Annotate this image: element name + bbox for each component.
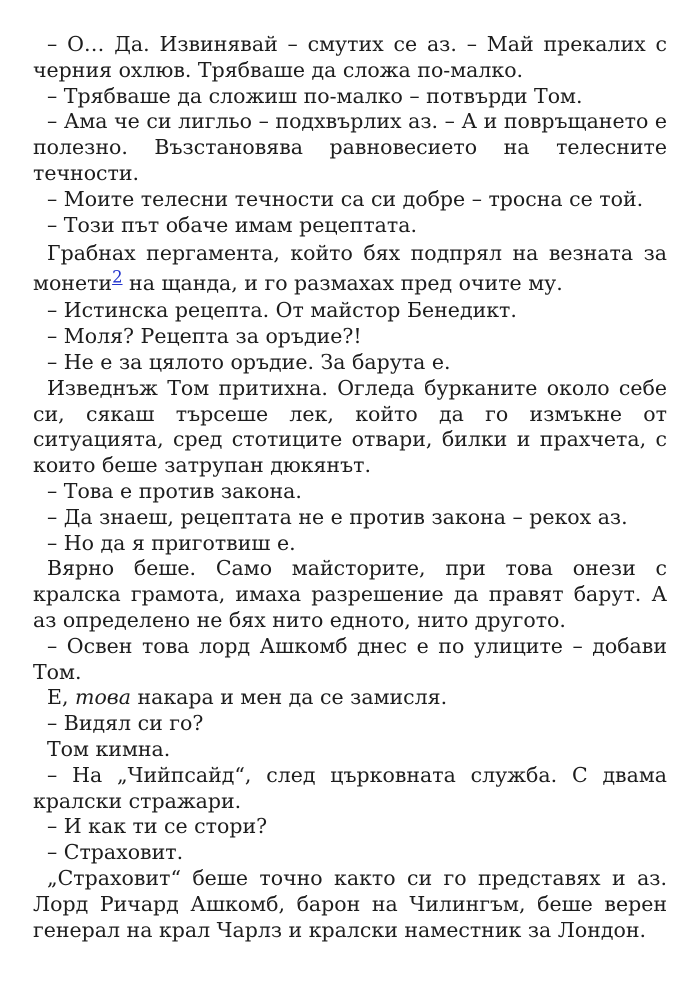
paragraph: Вярно беше. Само майсторите, при това онези с кралска грамота, имаха разрешение да правят барут. А аз определено не бях нито едното, нито другото. bbox=[33, 556, 667, 632]
paragraph: „Страховит“ беше точно както си го представях и аз. Лорд Ричард Ашкомб, барон на Чилингъм, беше верен генерал на крал Чарлз и кралски наместник за Лондон. bbox=[33, 865, 667, 942]
emphasized-word: това bbox=[75, 685, 131, 710]
paragraph: – Моля? Рецепта за оръдие?! bbox=[47, 324, 362, 349]
paragraph: – И как ти се стори? bbox=[47, 814, 268, 839]
paragraph-text: Е, bbox=[47, 685, 75, 710]
paragraph-text: на щанда, и го размахах пред очите му. bbox=[122, 271, 563, 296]
paragraph: – Моите телесни течности са си добре – тросна се той. bbox=[47, 186, 644, 211]
footnote-link[interactable]: 2 bbox=[112, 268, 123, 287]
paragraph: – Страховит. bbox=[47, 840, 184, 865]
paragraph: – Да знаеш, рецептата не е против закона – рекох аз. bbox=[47, 504, 628, 529]
paragraph: – Трябваше да сложиш по-малко – потвърди Том. bbox=[47, 83, 583, 108]
paragraph bbox=[33, 238, 667, 298]
paragraph: Изведнъж Том притихна. Огледа бурканите около себе си, сякаш търсеше лек, който да го измъкне от ситуацията, сред стотиците отвари, билки и прахчета, с които беше затрупан дюкянът. bbox=[33, 375, 667, 478]
paragraph: – Освен това лорд Ашкомб днес е по улиците – добави Том. bbox=[33, 633, 667, 684]
paragraph bbox=[33, 685, 667, 711]
paragraph: – Истинска рецепта. От майстор Бенедикт. bbox=[47, 298, 517, 323]
paragraph: – Това е против закона. bbox=[47, 478, 302, 503]
paragraph: – Този път обаче имам рецептата. bbox=[47, 212, 417, 237]
book-page bbox=[33, 32, 667, 943]
paragraph-text: накара и мен да се замисля. bbox=[130, 685, 448, 710]
paragraph: – На „Чийпсайд“, след църковната служба. С двама кралски стражари. bbox=[33, 762, 667, 813]
paragraph-text: Грабнах пергамента, който бях подпрял на везната за монети bbox=[33, 241, 667, 296]
paragraph: – Видял си го? bbox=[47, 711, 204, 736]
paragraph: – О… Да. Извинявай – смутих се аз. – Май прекалих с черния охлюв. Трябваше да сложа по-малко. bbox=[33, 32, 667, 82]
paragraph: – Но да я приготвиш е. bbox=[47, 530, 296, 555]
paragraph: – Не е за цялото оръдие. За барута е. bbox=[47, 349, 451, 374]
paragraph: – Ама че си лигльо – подхвърлих аз. – А и повръщането е полезно. Възстановява равновесието на телесните течности. bbox=[33, 109, 667, 185]
paragraph: Том кимна. bbox=[47, 736, 171, 761]
